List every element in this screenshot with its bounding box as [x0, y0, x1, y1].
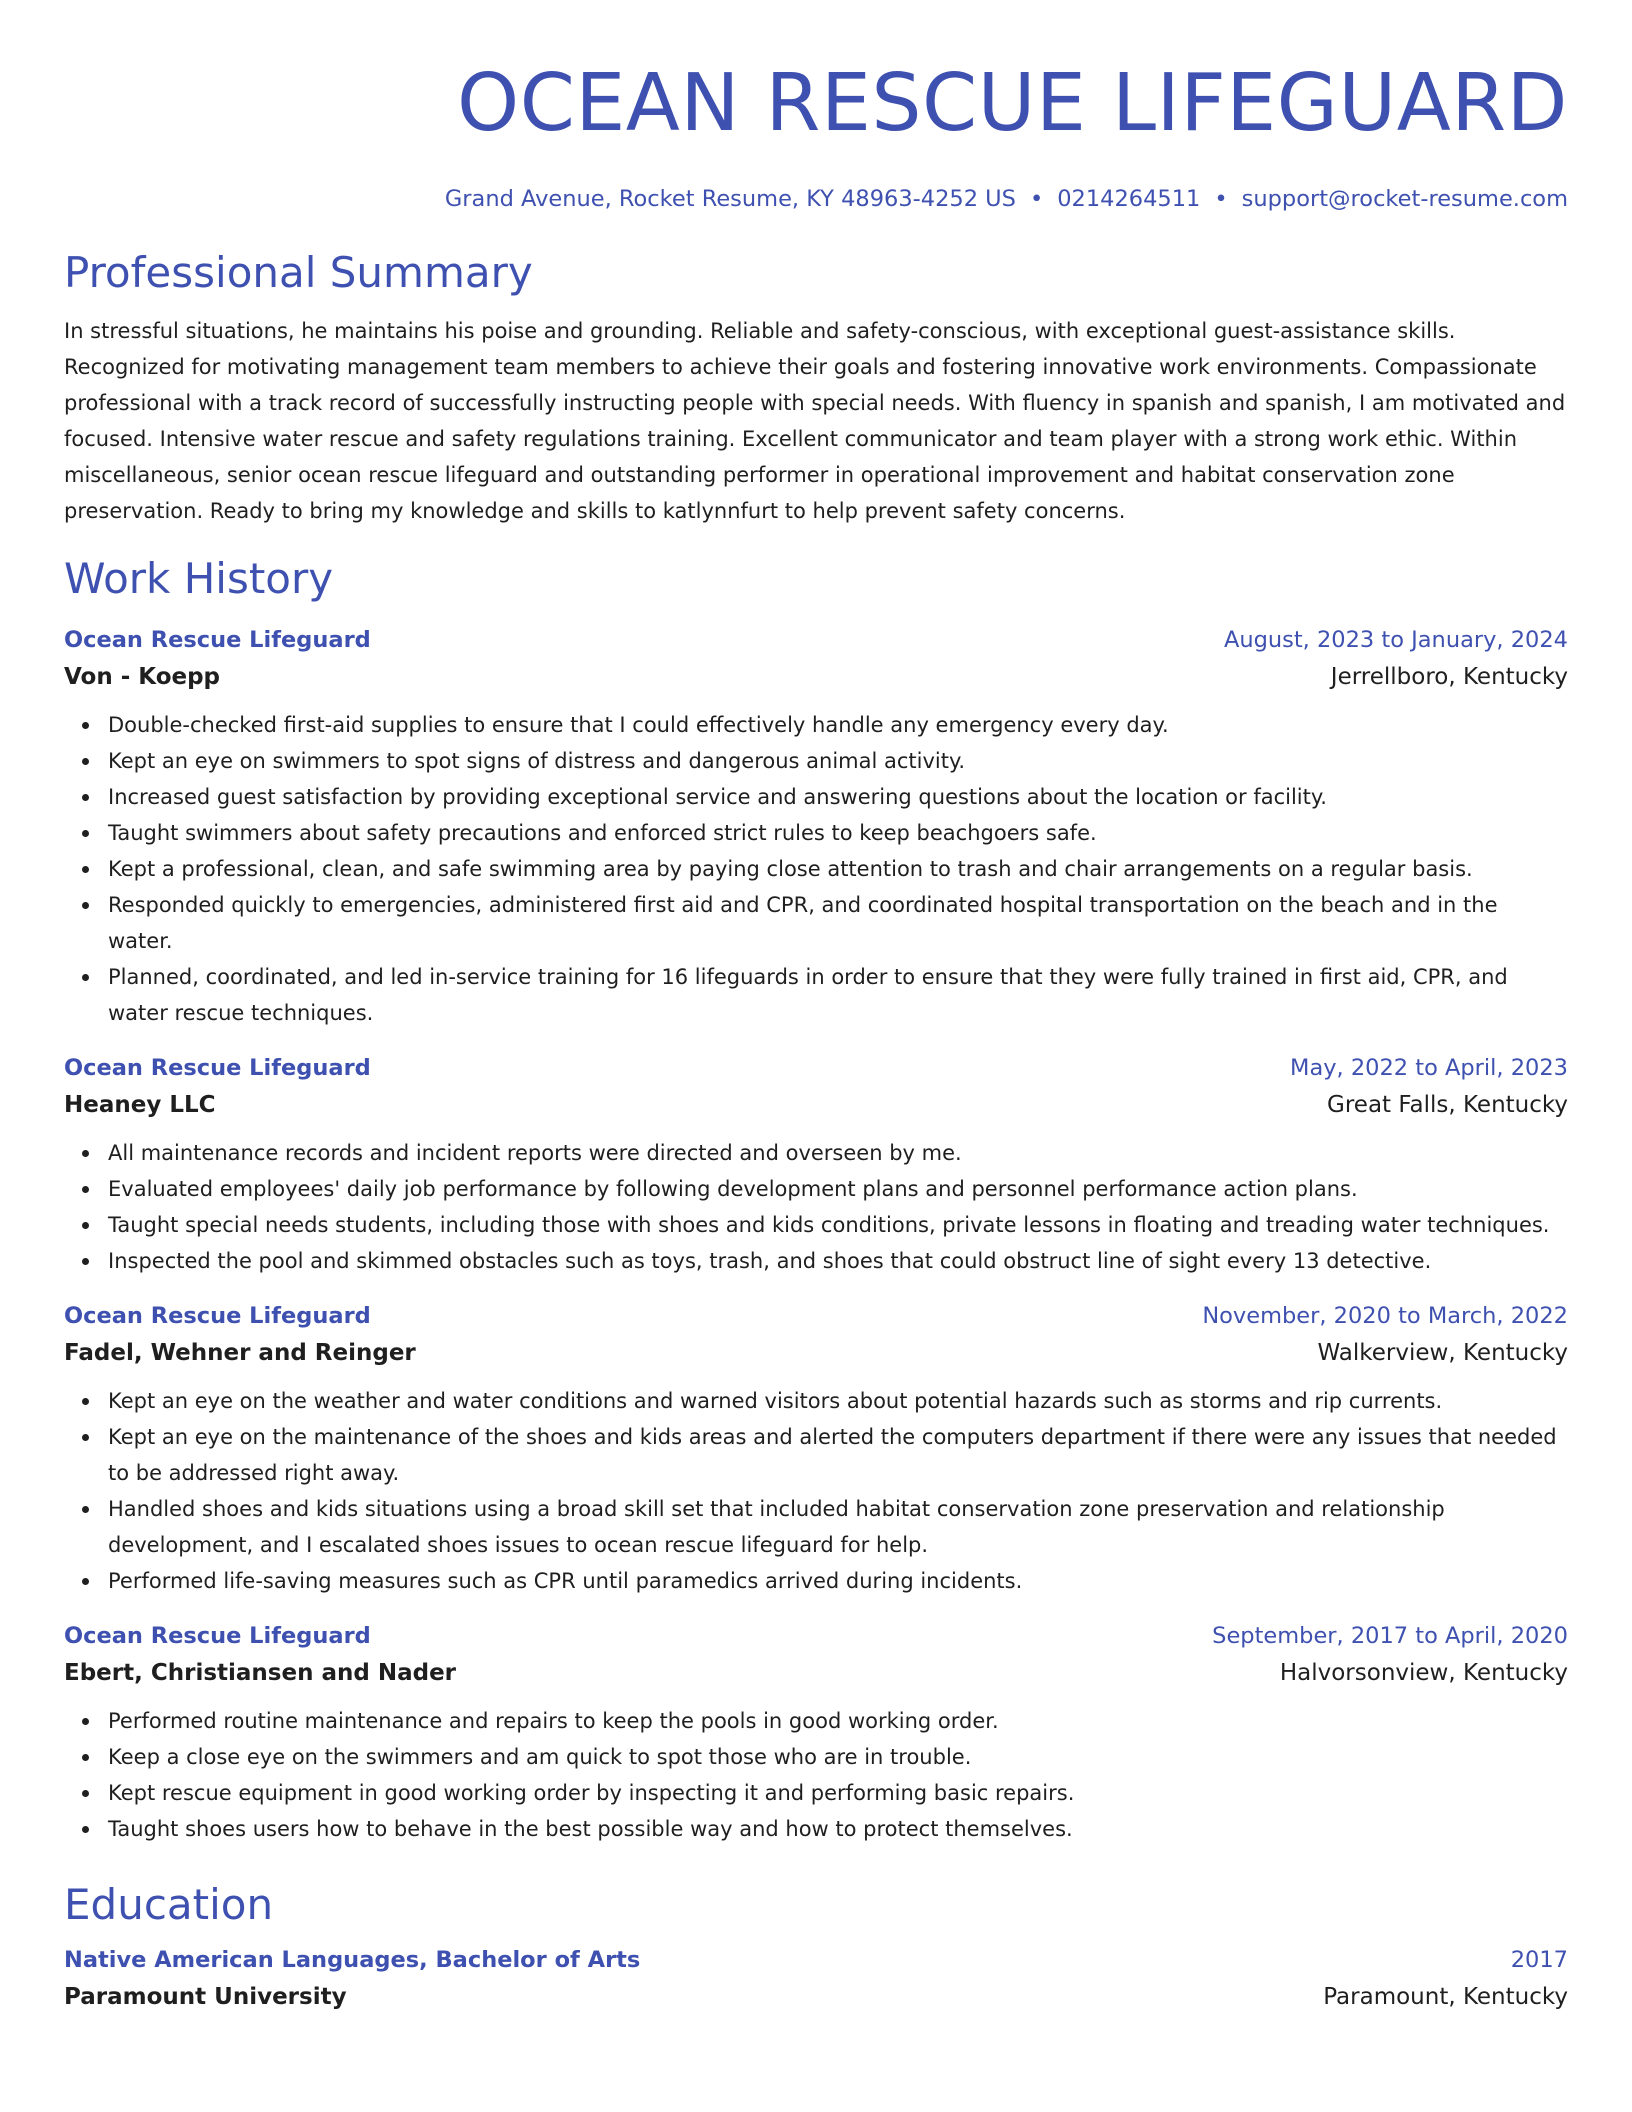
bullet-item: Kept a professional, clean, and safe swimming area by paying close attention to trash and chair arrangements on a regular basis.: [108, 851, 1568, 887]
job-entry: [64, 623, 1568, 1031]
school-name: Paramount University: [64, 1984, 347, 2010]
email-link[interactable]: support@rocket-resume.com: [1241, 186, 1568, 212]
job-company: Heaney LLC: [64, 1092, 216, 1118]
school-location: Paramount, Kentucky: [1323, 1984, 1568, 2010]
bullet-item: Keep a close eye on the swimmers and am quick to spot those who are in trouble.: [108, 1739, 1568, 1775]
job-entry: [64, 1051, 1568, 1279]
job-location: Jerrellboro, Kentucky: [1330, 664, 1568, 690]
summary-paragraph: In stressful situations, he maintains his poise and grounding. Reliable and safety-conscious, with exceptional guest-assistance skills. Recognized for motivating management team members to achieve their goals and fostering innovative work environments. Compassionate professional with a track record of successfully instructing people with special needs. With fluency in spanish and spanish, I am motivated and focused. Intensive water rescue and safety regulations training. Excellent communicator and team player with a strong work ethic. Within miscellaneous, senior ocean rescue lifeguard and outstanding performer in operational improvement and habitat conservation zone preservation. Ready to bring my knowledge and skills to katlynnfurt to help prevent safety concerns.: [64, 319, 1566, 523]
job-role: Ocean Rescue Lifeguard: [64, 1623, 371, 1649]
degree: Native American Languages, Bachelor of Arts: [64, 1947, 641, 1973]
job-bullets: [64, 1703, 1568, 1847]
bullet-item: Taught swimmers about safety precautions and enforced strict rules to keep beachgoers safe.: [108, 815, 1568, 851]
bullet-item: Kept an eye on the maintenance of the shoes and kids areas and alerted the computers department if there were any issues that needed to be addressed right away.: [108, 1419, 1568, 1491]
job-company: Von - Koepp: [64, 664, 221, 690]
contact-line: [64, 184, 1568, 214]
job-role: Ocean Rescue Lifeguard: [64, 1303, 371, 1329]
job-location: Walkerview, Kentucky: [1317, 1340, 1568, 1366]
graduation-year: 2017: [1510, 1947, 1568, 1973]
job-entry: [64, 1299, 1568, 1599]
address: Grand Avenue, Rocket Resume, KY 48963-4252 US: [444, 186, 1016, 212]
bullet-item: Handled shoes and kids situations using a broad skill set that included habitat conservation zone preservation and relationship development, and I escalated shoes issues to ocean rescue lifeguard for help.: [108, 1491, 1568, 1563]
bullet-item: Double-checked first-aid supplies to ensure that I could effectively handle any emergency every day.: [108, 707, 1568, 743]
job-location: Great Falls, Kentucky: [1327, 1092, 1568, 1118]
job-role: Ocean Rescue Lifeguard: [64, 1055, 371, 1081]
bullet-item: Kept an eye on swimmers to spot signs of distress and dangerous animal activity.: [108, 743, 1568, 779]
job-dates: August, 2023 to January, 2024: [1223, 627, 1568, 653]
job-dates: September, 2017 to April, 2020: [1212, 1623, 1568, 1649]
job-role: Ocean Rescue Lifeguard: [64, 627, 371, 653]
summary-heading: Professional Summary: [64, 248, 533, 297]
bullet-item: Planned, coordinated, and led in-service training for 16 lifeguards in order to ensure that they were fully trained in first aid, CPR, and water rescue techniques.: [108, 959, 1568, 1031]
job-entry: [64, 1619, 1568, 1847]
bullet-item: All maintenance records and incident reports were directed and overseen by me.: [108, 1135, 1568, 1171]
job-bullets: [64, 1383, 1568, 1599]
job-list: [64, 623, 1568, 1847]
job-dates: November, 2020 to March, 2022: [1202, 1303, 1568, 1329]
job-company: Ebert, Christiansen and Nader: [64, 1660, 457, 1686]
bullet-item: Performed routine maintenance and repairs to keep the pools in good working order.: [108, 1703, 1568, 1739]
job-bullets: [64, 1135, 1568, 1279]
bullet-item: Responded quickly to emergencies, administered first aid and CPR, and coordinated hospital transportation on the beach and in the water.: [108, 887, 1568, 959]
education-entry: [64, 1943, 1568, 2017]
contact-separator: •: [1214, 186, 1228, 212]
bullet-item: Taught special needs students, including those with shoes and kids conditions, private lessons in floating and treading water techniques.: [108, 1207, 1568, 1243]
job-dates: May, 2022 to April, 2023: [1290, 1055, 1568, 1081]
work-history-heading: Work History: [64, 554, 334, 603]
bullet-item: Performed life-saving measures such as CPR until paramedics arrived during incidents.: [108, 1563, 1568, 1599]
bullet-item: Kept rescue equipment in good working order by inspecting it and performing basic repairs.: [108, 1775, 1568, 1811]
bullet-item: Evaluated employees' daily job performance by following development plans and personnel performance action plans.: [108, 1171, 1568, 1207]
phone: 0214264511: [1057, 186, 1201, 212]
bullet-item: Taught shoes users how to behave in the best possible way and how to protect themselves.: [108, 1811, 1568, 1847]
contact-separator: •: [1029, 186, 1044, 212]
bullet-item: Inspected the pool and skimmed obstacles such as toys, trash, and shoes that could obstruct line of sight every 13 detective.: [108, 1243, 1568, 1279]
education-heading: Education: [64, 1880, 274, 1929]
bullet-item: Kept an eye on the weather and water conditions and warned visitors about potential hazards such as storms and rip currents.: [108, 1383, 1568, 1419]
resume-title: OCEAN RESCUE LIFEGUARD: [457, 57, 1568, 149]
job-company: Fadel, Wehner and Reinger: [64, 1340, 416, 1366]
bullet-item: Increased guest satisfaction by providing exceptional service and answering questions about the location or facility.: [108, 779, 1568, 815]
job-location: Halvorsonview, Kentucky: [1279, 1660, 1568, 1686]
job-bullets: [64, 707, 1568, 1031]
